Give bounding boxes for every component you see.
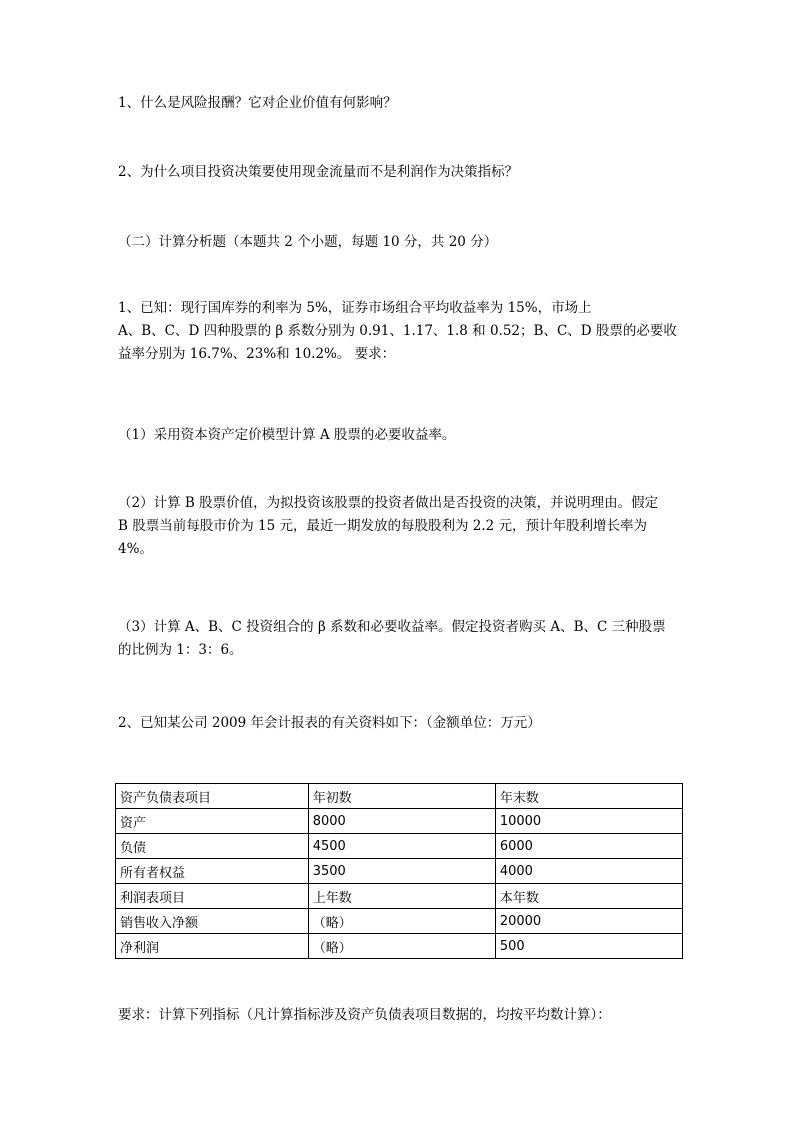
table-cell: 年末数 bbox=[495, 784, 682, 809]
problem-2-intro: 2、已知某公司 2009 年会计报表的有关资料如下：（金额单位：万元） bbox=[118, 715, 541, 731]
table-row bbox=[116, 809, 683, 834]
problem-1-statement bbox=[118, 297, 678, 366]
table-cell: 所有者权益 bbox=[116, 859, 309, 884]
table-cell: 4500 bbox=[308, 834, 495, 859]
part-3-line: （3）计算 A、B、C 投资组合的 β 系数和必要收益率。假定投资者购买 A、B、C 三种股票 bbox=[118, 619, 666, 635]
table-cell: 上年数 bbox=[308, 884, 495, 909]
table-row bbox=[116, 934, 683, 959]
problem-2-requirement: 要求：计算下列指标（凡计算指标涉及资产负债表项目数据的，均按平均数计算）： bbox=[118, 1007, 611, 1023]
problem-1-line: A、B、C、D 四种股票的 β 系数分别为 0.91、1.17、1.8 和 0.52；B、C、D 股票的必要收 bbox=[118, 323, 677, 339]
table-cell: （略） bbox=[308, 934, 495, 959]
table-cell: 年初数 bbox=[308, 784, 495, 809]
table-cell: 3500 bbox=[308, 859, 495, 884]
problem-1-part-3 bbox=[118, 616, 678, 662]
table-cell: 本年数 bbox=[495, 884, 682, 909]
table-cell: 8000 bbox=[308, 809, 495, 834]
table-cell: 资产 bbox=[116, 809, 309, 834]
part-2-line: 4%。 bbox=[118, 541, 153, 557]
question-1: 1、什么是风险报酬？它对企业价值有何影响？ bbox=[118, 95, 397, 111]
table-row bbox=[116, 834, 683, 859]
table-row bbox=[116, 784, 683, 809]
section-heading: （二）计算分析题（本题共 2 个小题，每题 10 分，共 20 分） bbox=[118, 234, 498, 250]
table-row bbox=[116, 909, 683, 934]
table-cell: 6000 bbox=[495, 834, 682, 859]
table-cell: 500 bbox=[495, 934, 682, 959]
table-row bbox=[116, 884, 683, 909]
table-cell: 净利润 bbox=[116, 934, 309, 959]
table-cell: 资产负债表项目 bbox=[116, 784, 309, 809]
problem-1-part-1: （1）采用资本资产定价模型计算 A 股票的必要收益率。 bbox=[118, 427, 456, 443]
table-cell: 负债 bbox=[116, 834, 309, 859]
part-2-line: （2）计算 B 股票价值，为拟投资该股票的投资者做出是否投资的决策，并说明理由。假定 bbox=[118, 495, 659, 511]
question-2: 2、为什么项目投资决策要使用现金流量而不是利润作为决策指标？ bbox=[118, 164, 519, 180]
table-cell: 4000 bbox=[495, 859, 682, 884]
part-2-line: B 股票当前每股市价为 15 元，最近一期发放的每股股利为 2.2 元，预计年股利增长率为 bbox=[118, 518, 648, 534]
part-3-line: 的比例为 1：3：6。 bbox=[118, 642, 243, 658]
problem-1-part-2 bbox=[118, 492, 678, 561]
table-cell: 销售收入净额 bbox=[116, 909, 309, 934]
table-row bbox=[116, 859, 683, 884]
table-cell: 利润表项目 bbox=[116, 884, 309, 909]
table-cell: （略） bbox=[308, 909, 495, 934]
problem-1-line: 1、已知：现行国库券的利率为 5%，证券市场组合平均收益率为 15%，市场上 bbox=[118, 300, 592, 316]
table-cell: 20000 bbox=[495, 909, 682, 934]
financial-data-table bbox=[115, 783, 683, 959]
problem-1-line: 益率分别为 16.7%、23%和 10.2%。 要求： bbox=[118, 346, 396, 362]
table-cell: 10000 bbox=[495, 809, 682, 834]
